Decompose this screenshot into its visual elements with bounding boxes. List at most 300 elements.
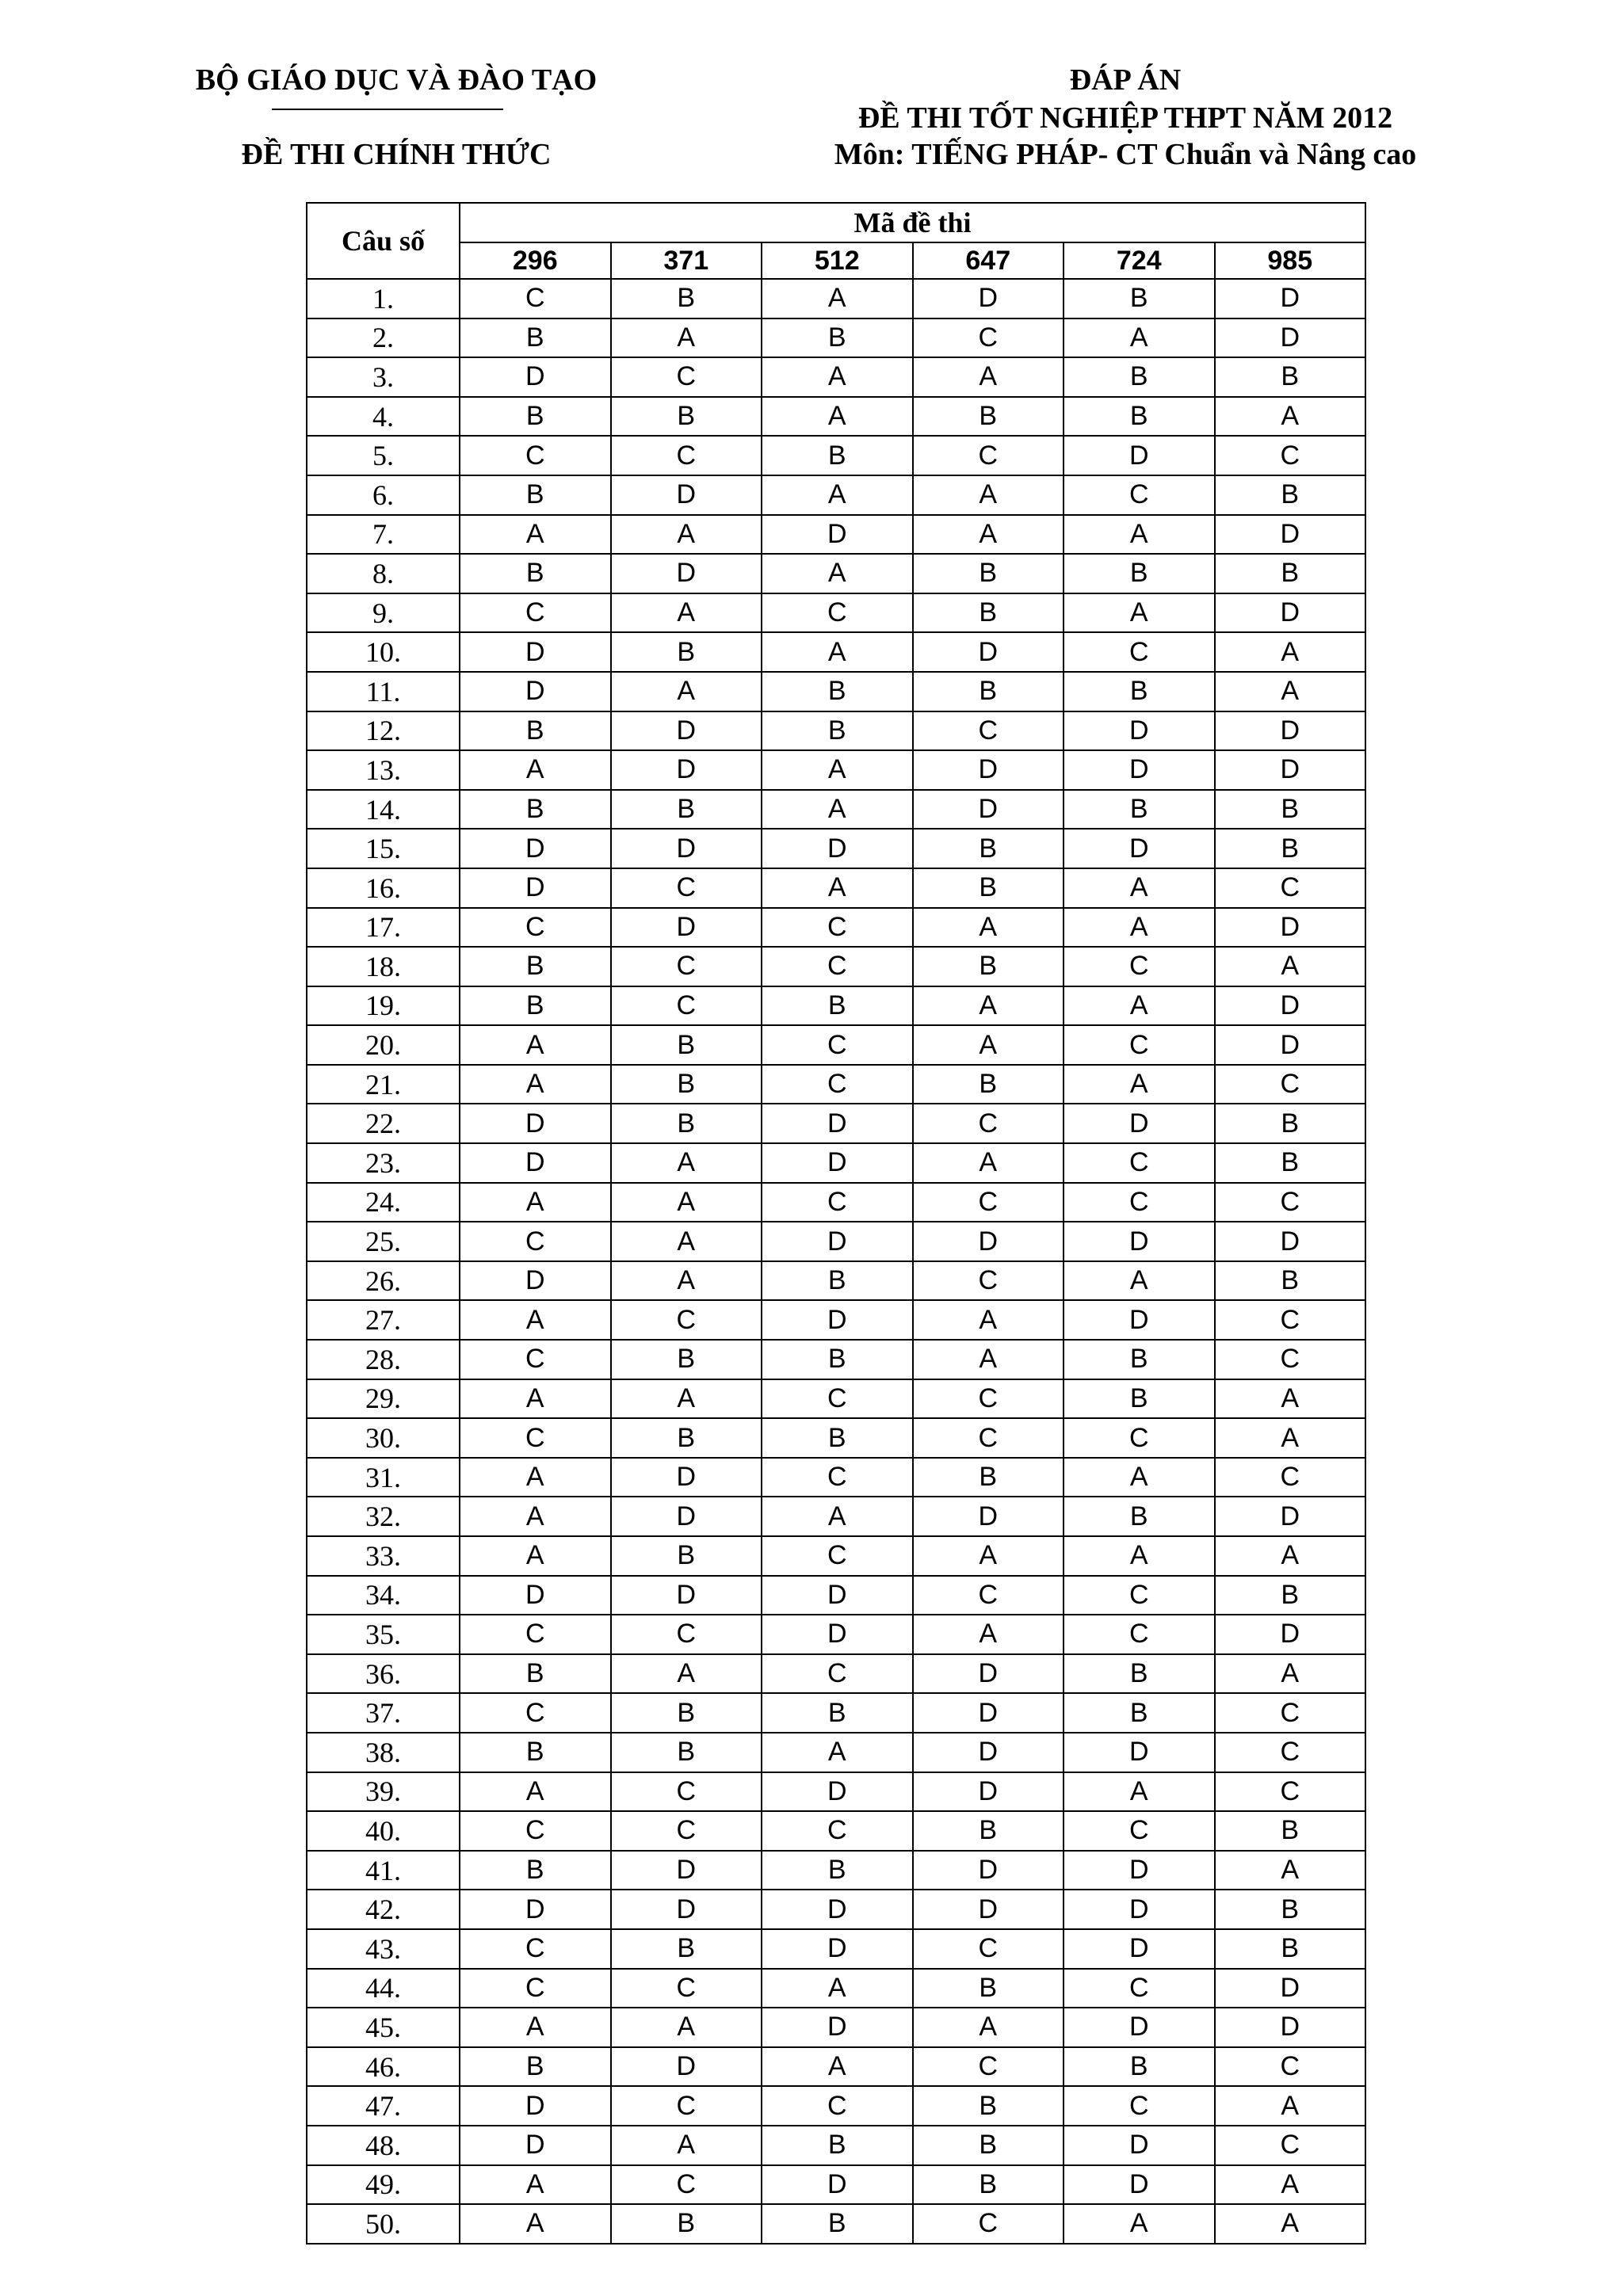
answer-cell: D xyxy=(1215,1969,1366,2008)
question-number: 15. xyxy=(307,829,460,868)
question-number: 8. xyxy=(307,554,460,593)
answer-cell: B xyxy=(913,1065,1064,1104)
question-number: 13. xyxy=(307,750,460,790)
answer-cell: B xyxy=(762,986,913,1026)
answer-cell: C xyxy=(1215,2126,1366,2165)
answer-cell: A xyxy=(1064,1536,1215,1576)
question-number: 40. xyxy=(307,1811,460,1851)
answer-cell: A xyxy=(611,318,762,358)
answer-cell: C xyxy=(460,1340,611,1379)
exam-code-296: 296 xyxy=(460,242,611,279)
answer-cell: C xyxy=(762,1458,913,1497)
answer-cell: A xyxy=(1064,1065,1215,1104)
answer-cell: B xyxy=(913,593,1064,633)
question-number: 27. xyxy=(307,1300,460,1340)
answer-cell: C xyxy=(1064,1143,1215,1183)
exam-title: ĐỀ THI TỐT NGHIỆP THPT NĂM 2012 xyxy=(857,101,1393,135)
question-number: 32. xyxy=(307,1497,460,1536)
answer-key-table xyxy=(306,202,1366,2245)
question-number: 14. xyxy=(307,790,460,830)
answer-cell: B xyxy=(913,2086,1064,2126)
question-number: 31. xyxy=(307,1458,460,1497)
table-row xyxy=(307,1811,1365,1851)
answer-cell: D xyxy=(1064,2165,1215,2205)
question-number: 50. xyxy=(307,2204,460,2244)
answer-cell: A xyxy=(460,1065,611,1104)
answer-cell: D xyxy=(913,632,1064,672)
answer-cell: A xyxy=(762,475,913,515)
table-row xyxy=(307,2008,1365,2047)
question-number: 7. xyxy=(307,515,460,555)
answer-cell: A xyxy=(1215,2086,1366,2126)
answer-cell: D xyxy=(460,829,611,868)
question-number: 33. xyxy=(307,1536,460,1576)
question-number: 6. xyxy=(307,475,460,515)
answer-cell: D xyxy=(1064,2008,1215,2047)
answer-cell: B xyxy=(611,1536,762,1576)
question-number: 23. xyxy=(307,1143,460,1183)
answer-cell: C xyxy=(913,711,1064,751)
answer-cell: D xyxy=(1064,750,1215,790)
answer-cell: C xyxy=(762,2086,913,2126)
answer-cell: C xyxy=(1215,1733,1366,1772)
table-row xyxy=(307,554,1365,593)
answer-cell: A xyxy=(460,1025,611,1065)
answer-cell: B xyxy=(611,2204,762,2244)
answer-cell: C xyxy=(913,1379,1064,1419)
answer-cell: D xyxy=(913,790,1064,830)
answer-cell: C xyxy=(611,2086,762,2126)
answer-cell: A xyxy=(460,1379,611,1419)
answer-cell: D xyxy=(611,554,762,593)
answer-cell: C xyxy=(611,986,762,1026)
answer-cell: D xyxy=(762,1222,913,1261)
answer-cell: B xyxy=(460,397,611,437)
answer-cell: D xyxy=(460,1261,611,1301)
answer-cell: C xyxy=(611,1811,762,1851)
answer-cell: D xyxy=(1215,986,1366,1026)
answer-cell: D xyxy=(611,1458,762,1497)
answer-cell: B xyxy=(1064,2047,1215,2087)
answer-cell: A xyxy=(1064,986,1215,1026)
answer-cell: A xyxy=(1064,1772,1215,1812)
answer-cell: A xyxy=(1064,593,1215,633)
answer-cell: C xyxy=(762,908,913,948)
answer-cell: B xyxy=(1215,357,1366,397)
answer-cell: C xyxy=(460,1222,611,1261)
table-row xyxy=(307,1929,1365,1969)
answer-cell: B xyxy=(1064,397,1215,437)
table-row xyxy=(307,1379,1365,1419)
answer-cell: A xyxy=(762,632,913,672)
answer-cell: D xyxy=(762,1772,913,1812)
answer-cell: B xyxy=(460,947,611,986)
table-row xyxy=(307,829,1365,868)
question-number: 35. xyxy=(307,1615,460,1654)
answer-cell: D xyxy=(913,1497,1064,1536)
answer-cell: B xyxy=(1064,357,1215,397)
answer-cell: B xyxy=(1215,554,1366,593)
answer-cell: A xyxy=(913,1340,1064,1379)
answer-cell: C xyxy=(460,1969,611,2008)
answer-cell: A xyxy=(913,908,1064,948)
answer-cell: A xyxy=(913,515,1064,555)
question-number: 1. xyxy=(307,279,460,318)
answer-cell: C xyxy=(913,436,1064,475)
table-row xyxy=(307,318,1365,358)
answer-cell: B xyxy=(611,279,762,318)
question-number: 37. xyxy=(307,1693,460,1733)
answer-cell: D xyxy=(1215,750,1366,790)
question-number: 29. xyxy=(307,1379,460,1419)
answer-cell: A xyxy=(1064,2204,1215,2244)
question-number: 45. xyxy=(307,2008,460,2047)
answer-cell: C xyxy=(460,1929,611,1969)
answer-cell: C xyxy=(1064,1615,1215,1654)
answer-cell: D xyxy=(913,1733,1064,1772)
question-number: 49. xyxy=(307,2165,460,2205)
answer-cell: A xyxy=(611,515,762,555)
table-row xyxy=(307,1576,1365,1615)
answer-cell: B xyxy=(762,318,913,358)
question-number: 38. xyxy=(307,1733,460,1772)
answer-cell: D xyxy=(460,357,611,397)
answer-cell: A xyxy=(611,1143,762,1183)
answer-cell: D xyxy=(460,1576,611,1615)
answer-cell: A xyxy=(460,2204,611,2244)
answer-cell: D xyxy=(762,1929,913,1969)
answer-cell: C xyxy=(1215,1772,1366,1812)
table-row xyxy=(307,1615,1365,1654)
answer-cell: A xyxy=(913,1300,1064,1340)
answer-cell: C xyxy=(611,1969,762,2008)
answer-cell: C xyxy=(762,1536,913,1576)
answer-cell: C xyxy=(611,1615,762,1654)
answer-cell: D xyxy=(1064,1222,1215,1261)
answer-cell: A xyxy=(1064,908,1215,948)
answer-cell: B xyxy=(1215,1104,1366,1143)
question-number: 39. xyxy=(307,1772,460,1812)
table-row xyxy=(307,279,1365,318)
answer-cell: B xyxy=(611,1065,762,1104)
answer-cell: A xyxy=(460,2008,611,2047)
exam-code-header: Mã đề thi xyxy=(460,203,1365,242)
answer-cell: B xyxy=(611,790,762,830)
answer-cell: A xyxy=(460,1536,611,1576)
answer-cell: B xyxy=(460,986,611,1026)
answer-cell: B xyxy=(611,1104,762,1143)
answer-cell: B xyxy=(913,829,1064,868)
answer-cell: C xyxy=(1064,2086,1215,2126)
answer-cell: C xyxy=(762,1811,913,1851)
table-row xyxy=(307,1104,1365,1143)
table-row xyxy=(307,947,1365,986)
answer-cell: A xyxy=(762,790,913,830)
answer-cell: C xyxy=(611,947,762,986)
answer-cell: A xyxy=(913,475,1064,515)
question-number: 36. xyxy=(307,1654,460,1694)
table-row xyxy=(307,357,1365,397)
answer-cell: B xyxy=(1215,790,1366,830)
question-number: 43. xyxy=(307,1929,460,1969)
answer-cell: D xyxy=(1064,1890,1215,1929)
answer-cell: C xyxy=(762,947,913,986)
answer-cell: D xyxy=(913,1851,1064,1890)
answer-cell: A xyxy=(460,1183,611,1222)
answer-cell: B xyxy=(611,1693,762,1733)
answer-cell: D xyxy=(1215,593,1366,633)
answer-cell: C xyxy=(1215,1458,1366,1497)
answer-cell: C xyxy=(913,1576,1064,1615)
question-number: 9. xyxy=(307,593,460,633)
table-row xyxy=(307,1025,1365,1065)
answer-cell: D xyxy=(611,475,762,515)
answer-cell: D xyxy=(762,1890,913,1929)
answer-cell: A xyxy=(1215,947,1366,986)
answer-cell: B xyxy=(913,1458,1064,1497)
answer-cell: D xyxy=(1064,711,1215,751)
answer-cell: B xyxy=(762,1418,913,1458)
answer-cell: C xyxy=(460,1811,611,1851)
answer-cell: D xyxy=(913,1890,1064,1929)
exam-code-512: 512 xyxy=(762,242,913,279)
answer-cell: C xyxy=(913,1929,1064,1969)
answer-cell: B xyxy=(1215,1811,1366,1851)
question-number: 24. xyxy=(307,1183,460,1222)
table-row xyxy=(307,1300,1365,1340)
answer-cell: B xyxy=(762,672,913,711)
answer-cell: D xyxy=(1215,1025,1366,1065)
exam-code-724: 724 xyxy=(1064,242,1215,279)
table-row xyxy=(307,868,1365,908)
answer-cell: D xyxy=(611,711,762,751)
answer-cell: D xyxy=(913,279,1064,318)
answer-cell: D xyxy=(1215,2008,1366,2047)
answer-cell: A xyxy=(762,2047,913,2087)
answer-cell: D xyxy=(611,908,762,948)
answer-cell: D xyxy=(762,1576,913,1615)
table-row xyxy=(307,1497,1365,1536)
answer-cell: D xyxy=(762,829,913,868)
ministry-name: BỘ GIÁO DỤC VÀ ĐÀO TẠO xyxy=(195,63,598,97)
answer-cell: D xyxy=(913,1772,1064,1812)
answer-cell: A xyxy=(1064,1458,1215,1497)
answer-cell: A xyxy=(1215,2204,1366,2244)
table-row xyxy=(307,2047,1365,2087)
table-row xyxy=(307,593,1365,633)
answer-cell: A xyxy=(1215,1654,1366,1694)
table-row xyxy=(307,1772,1365,1812)
answer-cell: D xyxy=(1064,1733,1215,1772)
answer-cell: B xyxy=(1215,475,1366,515)
answer-cell: B xyxy=(913,868,1064,908)
answer-cell: B xyxy=(1064,554,1215,593)
answer-cell: C xyxy=(1064,475,1215,515)
answer-cell: D xyxy=(611,829,762,868)
answer-cell: A xyxy=(1064,515,1215,555)
answer-cell: A xyxy=(611,1222,762,1261)
answer-cell: A xyxy=(762,357,913,397)
table-row xyxy=(307,1340,1365,1379)
table-row xyxy=(307,1418,1365,1458)
question-number: 17. xyxy=(307,908,460,948)
answer-cell: A xyxy=(611,1261,762,1301)
exam-code-985: 985 xyxy=(1215,242,1366,279)
answer-cell: C xyxy=(1215,436,1366,475)
answer-cell: C xyxy=(1215,2047,1366,2087)
table-row xyxy=(307,1222,1365,1261)
table-row xyxy=(307,1065,1365,1104)
answer-cell: D xyxy=(762,2008,913,2047)
answer-cell: D xyxy=(460,632,611,672)
question-number: 18. xyxy=(307,947,460,986)
answer-cell: D xyxy=(762,2165,913,2205)
answer-cell: A xyxy=(762,554,913,593)
answer-cell: C xyxy=(762,593,913,633)
answer-cell: A xyxy=(762,397,913,437)
answer-cell: A xyxy=(1215,1536,1366,1576)
answer-cell: C xyxy=(913,1418,1064,1458)
table-row xyxy=(307,1733,1365,1772)
answer-cell: B xyxy=(1215,1261,1366,1301)
answer-cell: B xyxy=(762,2204,913,2244)
table-row xyxy=(307,1536,1365,1576)
table-row xyxy=(307,1851,1365,1890)
answer-cell: B xyxy=(762,436,913,475)
answer-cell: C xyxy=(1064,1418,1215,1458)
answer-cell: C xyxy=(1064,1183,1215,1222)
answer-cell: D xyxy=(913,1222,1064,1261)
answer-cell: C xyxy=(762,1025,913,1065)
table-row xyxy=(307,1143,1365,1183)
answer-cell: B xyxy=(611,1418,762,1458)
question-number: 26. xyxy=(307,1261,460,1301)
answer-cell: D xyxy=(762,1300,913,1340)
answer-cell: B xyxy=(460,1654,611,1694)
question-number: 16. xyxy=(307,868,460,908)
table-row xyxy=(307,1261,1365,1301)
answer-cell: C xyxy=(913,2204,1064,2244)
table-row xyxy=(307,632,1365,672)
answer-cell: A xyxy=(913,2008,1064,2047)
answer-cell: D xyxy=(1064,1929,1215,1969)
answer-cell: C xyxy=(1215,1300,1366,1340)
question-number: 34. xyxy=(307,1576,460,1615)
answer-cell: D xyxy=(762,1143,913,1183)
answer-cell: A xyxy=(460,1458,611,1497)
answer-cell: A xyxy=(611,593,762,633)
table-row xyxy=(307,1458,1365,1497)
answer-cell: B xyxy=(1064,1497,1215,1536)
answer-cell: C xyxy=(1215,1183,1366,1222)
answer-cell: D xyxy=(1064,1851,1215,1890)
answer-cell: A xyxy=(611,1379,762,1419)
answer-cell: A xyxy=(1215,672,1366,711)
answer-cell: C xyxy=(762,1183,913,1222)
answer-cell: A xyxy=(460,1772,611,1812)
answer-cell: A xyxy=(460,2165,611,2205)
answer-cell: B xyxy=(762,1693,913,1733)
question-number: 46. xyxy=(307,2047,460,2087)
table-row xyxy=(307,908,1365,948)
question-number: 3. xyxy=(307,357,460,397)
answer-cell: B xyxy=(460,318,611,358)
question-number: 44. xyxy=(307,1969,460,2008)
question-number: 41. xyxy=(307,1851,460,1890)
answer-cell: B xyxy=(762,711,913,751)
answer-cell: D xyxy=(611,1890,762,1929)
answer-cell: B xyxy=(611,632,762,672)
table-row xyxy=(307,672,1365,711)
answer-cell: A xyxy=(913,1143,1064,1183)
answer-cell: D xyxy=(460,1890,611,1929)
answer-cell: C xyxy=(611,357,762,397)
answer-cell: D xyxy=(913,1693,1064,1733)
answer-cell: D xyxy=(1064,1104,1215,1143)
answer-cell: D xyxy=(762,515,913,555)
document-title: ĐÁP ÁN xyxy=(1069,63,1182,97)
answer-cell: C xyxy=(1215,1340,1366,1379)
table-row xyxy=(307,1969,1365,2008)
answer-cell: B xyxy=(1215,1143,1366,1183)
question-number: 19. xyxy=(307,986,460,1026)
answer-cell: A xyxy=(762,1733,913,1772)
answer-cell: B xyxy=(1064,672,1215,711)
exam-code-row xyxy=(307,242,1365,279)
answer-cell: D xyxy=(611,1497,762,1536)
answer-cell: B xyxy=(1064,1340,1215,1379)
answer-cell: C xyxy=(460,436,611,475)
answer-cell: C xyxy=(611,868,762,908)
question-number: 42. xyxy=(307,1890,460,1929)
answer-cell: B xyxy=(762,1851,913,1890)
exam-code-371: 371 xyxy=(611,242,762,279)
table-row xyxy=(307,711,1365,751)
answer-cell: B xyxy=(913,672,1064,711)
answer-cell: C xyxy=(762,1065,913,1104)
answer-cell: A xyxy=(913,1615,1064,1654)
answer-cell: C xyxy=(611,2165,762,2205)
answer-cell: C xyxy=(913,1104,1064,1143)
answer-cell: A xyxy=(611,672,762,711)
answer-cell: B xyxy=(611,1025,762,1065)
table-row xyxy=(307,1654,1365,1694)
answer-cell: C xyxy=(460,1418,611,1458)
answer-cell: C xyxy=(913,1183,1064,1222)
question-number: 47. xyxy=(307,2086,460,2126)
answer-cell: D xyxy=(1215,1222,1366,1261)
answer-cell: C xyxy=(1064,1025,1215,1065)
table-row xyxy=(307,986,1365,1026)
answer-cell: A xyxy=(611,1183,762,1222)
answer-cell: A xyxy=(460,1300,611,1340)
answer-cell: B xyxy=(762,1340,913,1379)
answer-cell: B xyxy=(1215,829,1366,868)
answer-cell: B xyxy=(611,397,762,437)
answer-cell: B xyxy=(611,1733,762,1772)
answer-cell: A xyxy=(1215,1379,1366,1419)
answer-cell: A xyxy=(762,1969,913,2008)
answer-cell: C xyxy=(1215,1693,1366,1733)
answer-cell: D xyxy=(460,1104,611,1143)
table-row xyxy=(307,2126,1365,2165)
answer-cell: C xyxy=(460,908,611,948)
answer-cell: B xyxy=(1064,1379,1215,1419)
table-row xyxy=(307,475,1365,515)
answer-cell: C xyxy=(611,436,762,475)
header-divider xyxy=(272,109,503,110)
answer-cell: D xyxy=(1215,711,1366,751)
